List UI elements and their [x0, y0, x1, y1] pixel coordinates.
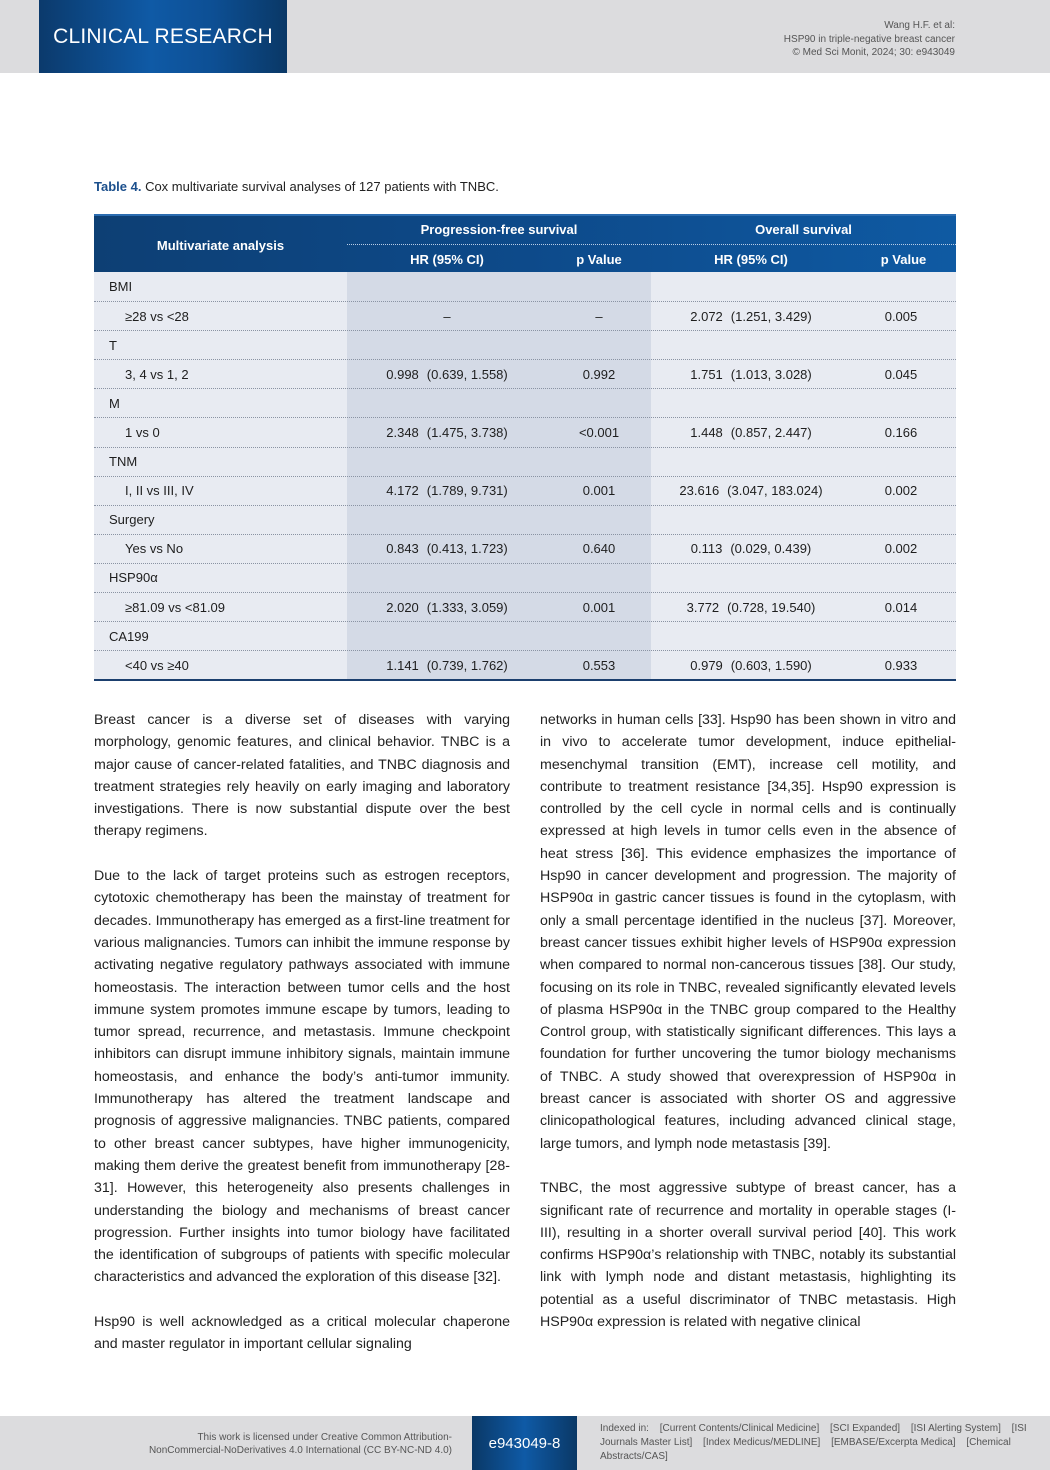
body-paragraph: TNBC, the most aggressive subtype of breast cancer, has a significant rate of recurrence and mortality in operable stages (I-III), resulting in a shorter overall survival period [40]. This work confirms HSP90α’s relationship with TNBC, notably its substantial link with lymph node and distant metastasis, highlighting its potential as a useful discriminator of TNBC metastasis. High HSP90α expression is related with negative clinical	[540, 1180, 956, 1331]
license-notice	[149, 1431, 452, 1457]
pfs-hr-value: 4.172	[386, 483, 419, 499]
running-head-authors: Wang H.F. et al:	[884, 20, 955, 31]
row-label: BMI	[109, 279, 133, 295]
page-header	[0, 0, 1050, 73]
pfs-p-value: 0.001	[582, 599, 616, 615]
header-multivariate: Multivariate analysis	[156, 237, 285, 253]
os-hr-value: 0.979	[690, 657, 723, 673]
body-paragraph: Due to the lack of target proteins such as estrogen receptors, cytotoxic chemotherapy has been the mainstay of treatment for decades. Immunotherapy has emerged as a first-line treatment for various malignancies. Tumors can inhibit the immune response by activating negative regulatory pathways associated with immune homeostasis. The interaction between tumor cells and the host immune system promotes immune escape by tumors, leading to tumor spread, recurrence, and metastasis. Immune checkpoint inhibitors can disrupt immune inhibitory signals, maintain immune homeostasis, and enhance the body’s anti-tumor immunity. Immunotherapy has altered the treatment landscape and prognosis of aggressive malignancies. TNBC patients, compared to other breast cancer subtypes, have higher immunogenicity, making them derive the greatest benefit from immunotherapy [28-31]. However, this heterogeneity also presents challenges in understanding the biology and mechanisms of breast cancer progression. Further insights into tumor biology have facilitated the identification of subgroups of patients with specific molecular characteristics and advanced the exploration of this disease [32].	[94, 868, 510, 1286]
header-overall-survival: Overall survival	[755, 222, 852, 237]
os-hr-value: 2.072	[690, 308, 723, 324]
os-hr-value: 1.751	[690, 366, 723, 382]
os-hr-cell	[651, 600, 851, 615]
indexed-label: Indexed in:	[600, 1423, 649, 1434]
os-ci-value: (1.251, 3.429)	[730, 308, 812, 324]
os-hr-value: 0.113	[690, 541, 723, 557]
os-hr-cell	[651, 483, 851, 498]
table-body	[94, 272, 956, 681]
os-p-value: 0.045	[884, 366, 918, 382]
page-footer	[0, 1416, 1050, 1470]
os-ci-value: (0.029, 0.439)	[730, 541, 812, 557]
row-label: I, II vs III, IV	[125, 483, 194, 499]
pfs-hr-value: 0.998	[386, 366, 419, 382]
table-group-row	[94, 388, 956, 417]
pfs-hr-cell	[347, 658, 547, 673]
os-hr-cell	[651, 425, 851, 440]
os-p-value: 0.005	[884, 308, 918, 324]
os-hr-cell	[651, 541, 851, 556]
os-ci-value: (3.047, 183.024)	[727, 483, 823, 499]
index-entry: [Chemical Abstracts/CAS]	[600, 1437, 1011, 1462]
pfs-ci-value: (0.639, 1.558)	[426, 366, 508, 382]
os-hr-cell	[651, 309, 851, 324]
pfs-hr-cell	[347, 483, 547, 498]
pfs-p-value: 0.553	[582, 657, 616, 673]
table-row	[94, 592, 956, 621]
header-divider	[347, 244, 956, 245]
table-caption-text: Cox multivariate survival analyses of 127 patients with TNBC.	[141, 179, 499, 194]
index-entry: [ISI Alerting System]	[910, 1423, 1001, 1434]
pfs-p-value: <0.001	[578, 425, 620, 441]
pfs-ci-value: (1.789, 9.731)	[426, 483, 508, 499]
table-header	[94, 214, 956, 272]
os-p-value: 0.014	[884, 599, 918, 615]
pfs-hr-cell	[347, 309, 547, 324]
table-caption-label: Table 4.	[94, 179, 142, 194]
row-label: ≥28 vs <28	[125, 308, 189, 324]
index-entry: [Index Medicus/MEDLINE]	[703, 1437, 821, 1448]
header-progression-free-survival: Progression-free survival	[420, 222, 578, 237]
pfs-p-value: 0.992	[582, 366, 616, 382]
row-label: CA199	[109, 628, 149, 644]
row-label: 1 vs 0	[125, 425, 160, 441]
os-hr-cell	[651, 367, 851, 382]
table-row	[94, 301, 956, 330]
row-label: Yes vs No	[125, 541, 184, 557]
header-pfs-p: p Value	[576, 252, 622, 267]
pfs-hr-cell	[347, 541, 547, 556]
page-number: e943049-8	[472, 1416, 577, 1470]
pfs-hr-value: 2.348	[386, 425, 419, 441]
pfs-hr-value: 0.843	[386, 541, 419, 557]
indexing-list	[600, 1422, 1030, 1464]
running-head-title: HSP90 in triple-negative breast cancer	[783, 33, 955, 45]
pfs-ci-value: (0.739, 1.762)	[426, 657, 508, 673]
pfs-p-value: 0.001	[582, 483, 616, 499]
row-label: 3, 4 vs 1, 2	[125, 366, 189, 382]
table-row	[94, 650, 956, 679]
pfs-hr-value: –	[443, 308, 451, 324]
index-entry: [SCI Expanded]	[830, 1423, 901, 1434]
table-caption	[94, 179, 499, 194]
row-label: <40 vs ≥40	[125, 657, 189, 673]
pfs-ci-value: (1.333, 3.059)	[426, 599, 508, 615]
table-group-row	[94, 621, 956, 650]
header-os-p: p Value	[880, 252, 927, 267]
table-group-row	[94, 447, 956, 476]
table-row	[94, 417, 956, 446]
pfs-hr-cell	[347, 425, 547, 440]
section-banner: CLINICAL RESEARCH	[39, 0, 287, 73]
running-head	[784, 19, 955, 60]
row-label: T	[109, 337, 117, 353]
table-row	[94, 534, 956, 563]
pfs-hr-value: 2.020	[386, 599, 419, 615]
body-paragraph: Hsp90 is well acknowledged as a critical molecular chaperone and master regulator in important cellular signaling	[94, 1314, 510, 1353]
pfs-p-value: –	[595, 308, 603, 324]
cox-multivariate-table	[94, 214, 956, 681]
pfs-ci-value: (0.413, 1.723)	[426, 541, 508, 557]
os-hr-value: 23.616	[679, 483, 720, 499]
os-p-value: 0.002	[884, 483, 918, 499]
os-ci-value: (0.728, 19.540)	[727, 599, 816, 615]
pfs-ci-value: (1.475, 3.738)	[426, 425, 508, 441]
body-paragraph: Breast cancer is a diverse set of diseases with varying morphology, genomic features, and clinical behavior. TNBC is a major cause of cancer-related fatalities, and TNBC diagnosis and treatment strategies rely heavily on early imaging and laboratory investigations. There is now substantial dispute over the best therapy regimens.	[94, 712, 510, 840]
header-os-hr: HR (95% CI)	[714, 252, 788, 267]
table-group-row	[94, 563, 956, 592]
table-group-row	[94, 272, 956, 301]
table-row	[94, 359, 956, 388]
pfs-p-value: 0.640	[582, 541, 616, 557]
os-p-value: 0.933	[884, 657, 918, 673]
os-hr-cell	[651, 658, 851, 673]
os-ci-value: (0.857, 2.447)	[730, 425, 812, 441]
row-label: ≥81.09 vs <81.09	[125, 599, 226, 615]
body-column-right	[540, 709, 956, 1356]
row-label: HSP90α	[109, 570, 158, 586]
row-label: TNM	[109, 454, 138, 470]
pfs-hr-value: 1.141	[386, 657, 419, 673]
body-paragraph: networks in human cells [33]. Hsp90 has been shown in vitro and in vivo to accelerate tumor development, induce epithelial-mesenchymal transition (EMT), increase cell motility, and contribute to treatment resistance [34,35]. Hsp90 expression is controlled by the cell cycle in normal cells and is continually expressed at high levels in tumor cells even in the absence of heat stress [36]. This evidence emphasizes the importance of Hsp90 in cancer development and progression. The majority of HSP90α in gastric cancer tissues is found in the cytoplasm, with only a small percentage identified in the nucleus [37]. Moreover, breast cancer tissues exhibit higher levels of HSP90α expression when compared to normal non-cancerous tissues [38]. Our study, focusing on its role in TNBC, revealed significantly elevated levels of plasma HSP90α in the TNBC group compared to the Healthy Control group, with statistically significant differences. This lays a foundation for further uncovering the tumor biology mechanisms of TNBC. A study showed that overexpression of HSP90α in breast cancer is associated with shorter OS and aggressive clinicopathological features, including advanced clinical stage, large tumors, and lymph node metastasis [39].	[540, 712, 956, 1152]
running-head-citation: © Med Sci Monit, 2024; 30: e943049	[792, 47, 955, 58]
pfs-hr-cell	[347, 600, 547, 615]
row-label: Surgery	[109, 512, 155, 528]
os-hr-value: 1.448	[690, 425, 723, 441]
index-entry: [EMBASE/Excerpta Medica]	[831, 1437, 956, 1448]
index-entry: [Current Contents/Clinical Medicine]	[659, 1423, 820, 1434]
os-p-value: 0.166	[884, 425, 918, 441]
body-column-left	[94, 709, 510, 1378]
pfs-hr-cell	[347, 367, 547, 382]
row-label: M	[109, 395, 120, 411]
table-row	[94, 476, 956, 505]
license-line-2: NonCommercial-NoDerivatives 4.0 International (CC BY-NC-ND 4.0)	[148, 1445, 452, 1456]
table-group-row	[94, 330, 956, 359]
license-line-1: This work is licensed under Creative Common Attribution-	[197, 1432, 452, 1443]
header-pfs-hr: HR (95% CI)	[410, 252, 484, 267]
os-ci-value: (1.013, 3.028)	[730, 366, 812, 382]
os-p-value: 0.002	[884, 541, 918, 557]
table-group-row	[94, 505, 956, 534]
index-entry: [ISI Journals Master List]	[600, 1423, 1027, 1448]
os-ci-value: (0.603, 1.590)	[730, 657, 812, 673]
os-hr-value: 3.772	[686, 599, 720, 615]
